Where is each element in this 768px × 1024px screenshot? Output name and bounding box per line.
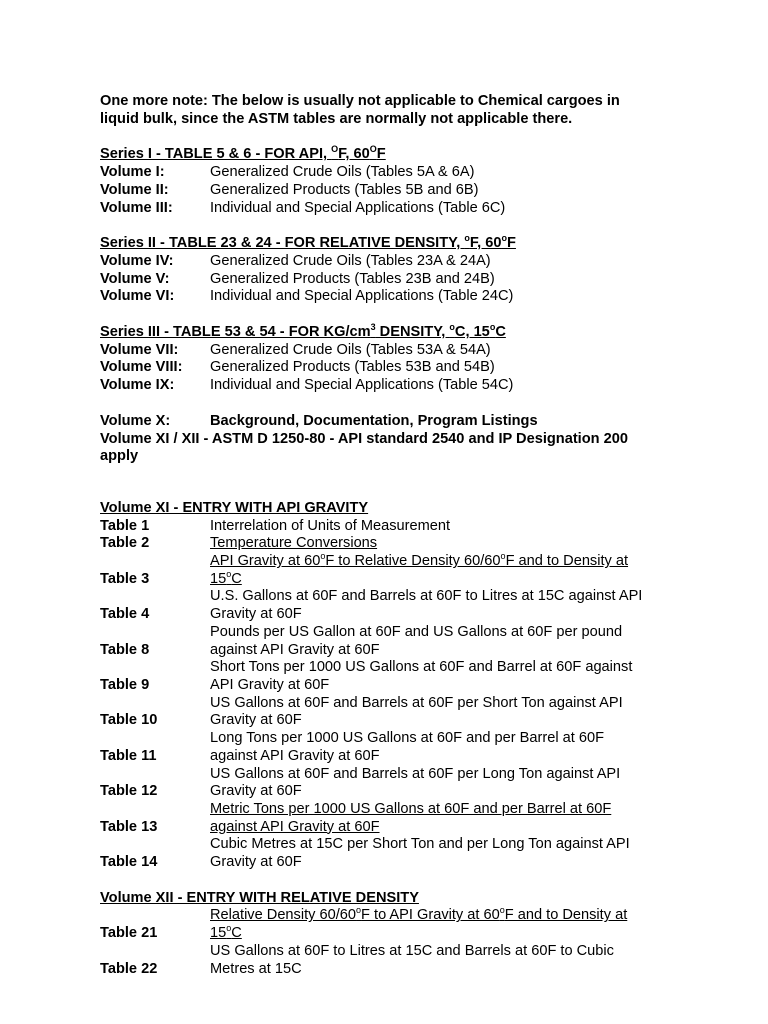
series-2-row: Volume VI: Individual and Special Applications (Table 24C) <box>100 288 514 305</box>
table-row-1: Table 1 Interrelation of Units of Measurement <box>100 517 451 534</box>
note-line-1: One more note: The below is usually not applicable to Chemical cargoes in <box>100 93 620 109</box>
note-line-2: liquid bulk, since the ASTM tables are normally not applicable there. <box>100 110 573 127</box>
table-row-14: Table 14 Cubic Metres at 15C per Short Ton and per Long Ton against API Gravity at 60F <box>100 836 630 871</box>
volume-xi-heading: Volume XI - ENTRY WITH API GRAVITY <box>100 499 369 516</box>
table-row-21: Table 21 Relative Density 60/60$^o$F to API Gravity at 60$^o$F and to Density at 15$^o$C <box>100 905 628 942</box>
table-row-10: Table 10 US Gallons at 60F and Barrels at 60F per Short Ton against API Gravity at 60F <box>100 694 623 729</box>
volume-xi-xii-line-2: apply <box>100 448 139 465</box>
series-1-row: Volume III: Individual and Special Applications (Table 6C) <box>100 199 506 216</box>
series-3-row: Volume IX: Individual and Special Applications (Table 54C) <box>100 377 514 394</box>
volume-xi-xii-line-1: Volume XI / XII - ASTM D 1250-80 - API standard 2540 and IP Designation 200 <box>100 430 628 447</box>
table-row-9: Table 9 Short Tons per 1000 US Gallons at 60F and Barrel at 60F against API Gravity at 60F <box>100 659 633 693</box>
series-1-row: Volume II: Generalized Products (Tables 5B and 6B) <box>100 181 479 198</box>
table-row-3: Table 3 API Gravity at 60$^o$F to Relative Density 60/60$^o$F and to Density at 15$^o$C <box>100 551 629 587</box>
table-row-13: Table 13 Metric Tons per 1000 US Gallons at 60F and per Barrel at 60F against API Gravity at 60F <box>100 800 612 835</box>
series-3-row: Volume VII: Generalized Crude Oils (Tables 53A & 54A) <box>100 341 491 358</box>
table-row-12: Table 12 US Gallons at 60F and Barrels at 60F per Long Ton against API Gravity at 60F <box>100 765 621 800</box>
table-row-2: Table 2 Temperature Conversions <box>100 535 378 552</box>
table-row-22: Table 22 US Gallons at 60F to Litres at 15C and Barrels at 60F to Cubic Metres at 15C <box>100 942 614 977</box>
document-page <box>100 93 680 978</box>
table-row-8: Table 8 Pounds per US Gallon at 60F and US Gallons at 60F per pound against API Gravity at 60F <box>100 623 623 658</box>
series-1-heading: Series I - TABLE 5 & 6 - FOR API, $^O$F, $60^OF$ <box>100 144 386 163</box>
table-row-4: Table 4 U.S. Gallons at 60F and Barrels at 60F to Litres at 15C against API Gravity at 60F <box>100 588 643 623</box>
series-2-row: Volume IV: Generalized Crude Oils (Tables 23A & 24A) <box>100 252 491 269</box>
series-2-heading: Series II - TABLE 23 & 24 - FOR RELATIVE DENSITY, $^o$F, 60$^o$F <box>100 233 516 252</box>
volume-xii-heading: Volume XII - ENTRY WITH RELATIVE DENSITY <box>100 889 419 906</box>
table-row-11: Table 11 Long Tons per 1000 US Gallons at 60F and per Barrel at 60F against API Gravity at 60F <box>100 730 605 764</box>
series-3-heading: Series III - TABLE 53 & 54 - FOR $KG/cm^3$ DENSITY, $^o$C, 15$^o$C <box>100 322 506 341</box>
series-3-row: Volume VIII: Generalized Products (Tables 53B and 54B) <box>100 359 495 376</box>
series-2-row: Volume V: Generalized Products (Tables 23B and 24B) <box>100 270 495 287</box>
series-1-row: Volume I: Generalized Crude Oils (Tables 5A & 6A) <box>100 164 475 181</box>
volume-x-row: Volume X: Background, Documentation, Program Listings <box>100 412 538 429</box>
